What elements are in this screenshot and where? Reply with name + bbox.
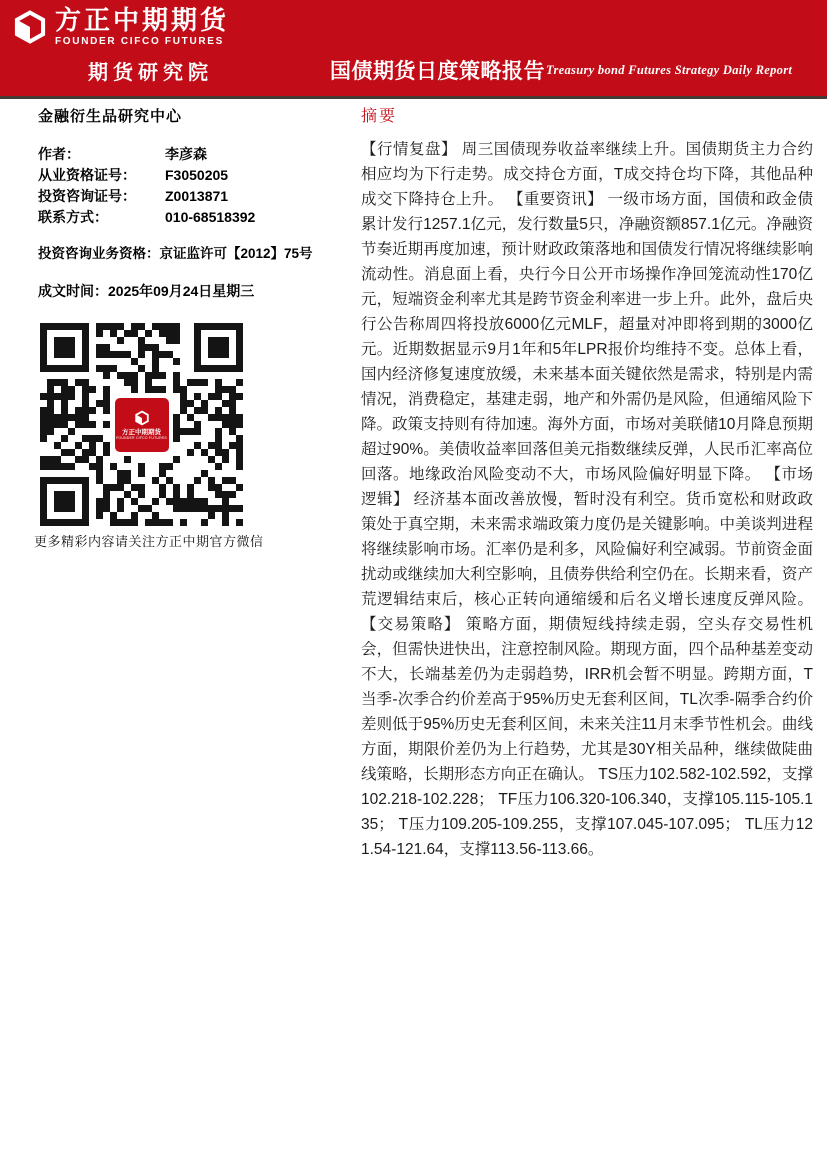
report-title-en: Treasury bond Futures Strategy Daily Report [546,63,793,77]
qr-center-logo [112,395,172,455]
logo-company-name-en: FOUNDER CIFCO FUTURES [55,36,225,48]
info-value: 010-68518392 [165,208,256,225]
qr-logo-company-name-en: FOUNDER CIFCO FUTURES [116,435,167,440]
info-value: F3050205 [165,166,229,183]
summary-section [361,103,813,862]
summary-heading: 摘要 [361,108,398,125]
info-label: 从业资格证号： [38,166,136,183]
info-label: 作者： [38,145,80,162]
info-label: 联系方式： [38,208,108,225]
cube-logo-icon [134,410,150,426]
company-logo [12,7,229,47]
header-divider [0,96,827,99]
license-line: 投资咨询业务资格：京证监许可【2012】75号 [38,246,313,261]
qr-logo-company-name: 方正中期期货 [122,428,161,436]
info-row-contact [38,206,338,227]
info-label: 投资咨询证号： [38,187,136,204]
qr-caption: 更多精彩内容请关注方正中期官方微信 [34,534,264,549]
info-value: Z0013871 [165,187,229,204]
logo-company-name: 方正中期期货 [55,5,230,35]
division-name: 期货研究院 [88,62,213,84]
cube-logo-icon [12,9,48,45]
report-title: 国债期货日度策略报告 [330,60,545,83]
info-sidebar [34,105,338,549]
info-value: 李彦森 [165,145,207,162]
top-banner [0,0,827,96]
summary-body: 【行情复盘】 周三国债现券收益率继续上升。国债期货主力合约相应均为下行走势。成交持仓方面，T成交持仓均下降，其他品种成交下降持仓上升。 【重要资讯】 一级市场方面，国债和政金债累计发行1257.1亿元，发行数量5只，净融资额857.1亿元。净融资节奏近期再度加速，预计财政政策落地和国债发行情况将继续影响流动性。消息面上看，央行今日公开市场操作净回笼流动性170亿元，短端资金利率尤其是跨节资金利率进一步上升。此外，盘后央行公告称周四将投放6000亿元MLF，超量对冲即将到期的3000亿元。近期数据显示9月1年和5年LPR报价均维持不变。总体上看，国内经济修复速度放缓，未来基本面关键依然是需求，特别是内需情况，消费稳定，基建走弱，地产和外需仍是风险，但通缩风险下降。政策支持则有待加速。海外方面，市场对美联储10月降息预期超过90%。美债收益率回落但美元指数继续反弹，人民币汇率高位回落。地缘政治风险变动不大，市场风险偏好明显下降。 【市场逻辑】 经济基本面改善放慢，暂时没有利空。货币宽松和财政政策处于真空期，未来需求端政策力度仍是关键影响。中美谈判进程将继续影响市场。汇率仍是利多，风险偏好利空减弱。节前资金面扰动或继续加大利空影响，且债券供给利空仍在。长期来看，资产荒逻辑结束后，核心正转向通缩缓和后名义增长速度反弹风险。 【交易策略】 策略方面，期债短线持续走弱，空头存交易性机会，但需快进快出，注意控制风险。期现方面，四个品种基差变动不大，长端基差仍为走弱趋势，IRR机会暂不明显。跨期方面，T当季-次季合约价差高于95%历史无套利区间，TL次季-隔季合约价差则低于95%历史无套利区间，未来关注11月末季节性机会。曲线方面，期限价差仍为上行趋势，尤其是30Y相关品种，继续做陡曲线策略，长期形态方向正在确认。 TS压力102.582-102.592，支撑102.218-102.228； TF压力106.320-106.340，支撑105.115-105.135； T压力109.205-109.255，支撑107.045-107.095； TL压力121.54-121.64，支撑113.56-113.66。 [361,141,813,858]
info-row-advisory-cert [38,185,338,206]
info-row-practice-cert [38,164,338,185]
logo-text [55,7,229,47]
report-date: 成文时间：2025年09月24日星期三 [38,283,255,299]
research-center-name: 金融衍生品研究中心 [38,108,183,125]
info-row-author [38,143,338,164]
qr-code [40,323,243,526]
